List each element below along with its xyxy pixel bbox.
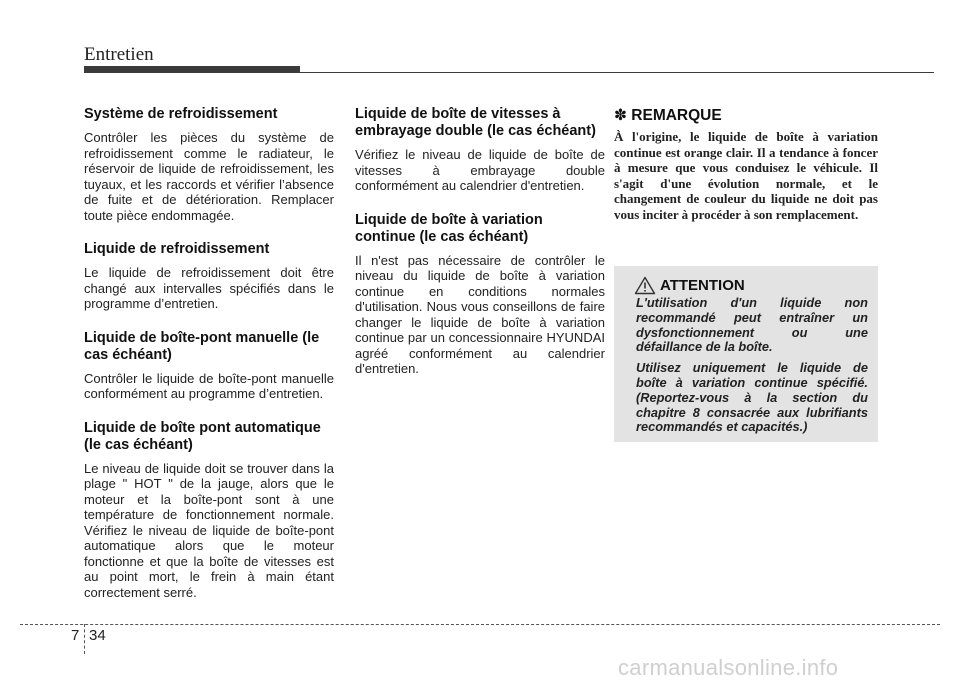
section-heading-cooling-system: Système de refroidissement (84, 106, 278, 122)
remark-title: ✽ REMARQUE (614, 107, 722, 124)
section-heading-dct-fluid: Liquide de boîte de vitesses à embrayage double (le cas échéant) (355, 106, 596, 139)
section-heading-automatic-transaxle-fluid: Liquide de boîte pont automatique (le cas échéant) (84, 419, 321, 453)
section-body-manual-transaxle-fluid: Contrôler le liquide de boîte-pont manuelle conformément au programme d’entretien. (84, 370, 334, 401)
attention-body (636, 296, 868, 441)
section-body-dct-fluid: Vérifiez le niveau de liquide de boîte de vitesses à embrayage double conformément au calendrier d'entretien. (355, 147, 605, 193)
section-body-automatic-transaxle-fluid: Le niveau de liquide doit se trouver dans la plage " HOT " de la jauge, alors que le moteur et la boîte-pont sont à une température de fonctionnement normale. Vérifiez le niveau de liquide de boîte-pont automatique alors que le moteur fonctionne et que la boîte de vitesses est au point mort, le frein à main étant correctement serré. (84, 460, 334, 600)
attention-paragraph: Utilisez uniquement le liquide de boîte à variation continue spécifié. (Reportez-vous à la section du chapitre 8 consacrée aux lubrifiants recommandés et capacités.) (636, 360, 868, 435)
attention-box (614, 266, 878, 442)
header-rule (300, 72, 934, 73)
section-body-coolant: Le liquide de refroidissement doit être changé aux intervalles spécifiés dans le programme d’entretien. (84, 265, 334, 311)
section-heading-coolant: Liquide de refroidissement (84, 241, 270, 257)
section-heading-cvt-fluid: Liquide de boîte à variation continue (le cas échéant) (355, 211, 543, 245)
column-left (84, 106, 334, 618)
header-bar (84, 66, 300, 73)
column-right (614, 106, 878, 222)
page-header-title: Entretien (84, 44, 154, 65)
warning-triangle-icon (634, 276, 656, 295)
footer-divider (84, 624, 85, 654)
chapter-number: 7 (71, 627, 80, 644)
attention-title: ATTENTION (660, 277, 745, 294)
attention-header (634, 276, 745, 295)
section-body-cvt-fluid: Il n'est pas nécessaire de contrôler le niveau du liquide de boîte à variation continue en conditions normales d'utilisation. Nous vous conseillons de faire changer le liquide de boîte à variation continue par un concessionnaire HYUNDAI agréé conformément au calendrier d'entretien. (355, 252, 605, 376)
section-body-cooling-system: Contrôler les pièces du système de refroidissement comme le radiateur, le réservoir de liquide de refroidissement, les tuyaux, et les raccords et vérifier l’absence de fuite et de détérioration. Remplacer toute pièce endommagée. (84, 130, 334, 223)
attention-paragraph: L'utilisation d'un liquide non recommandé peut entraîner un dysfonctionnement ou une défaillance de la boîte. (636, 295, 868, 355)
section-heading-manual-transaxle-fluid: Liquide de boîte-pont manuelle (le cas échéant) (84, 329, 320, 363)
page-number: 34 (89, 627, 106, 644)
remark-body: À l'origine, le liquide de boîte à variation continue est orange clair. Il a tendance à foncer à mesure que vous conduisez le véhicule. Il s'agit d'une évolution normale, et le changement de couleur du liquide ne doit pas vous inciter à procéder à son remplacement. (614, 129, 878, 222)
watermark: carmanualsonline.info (618, 655, 839, 680)
column-middle (355, 106, 605, 395)
footer-rule (20, 624, 940, 625)
